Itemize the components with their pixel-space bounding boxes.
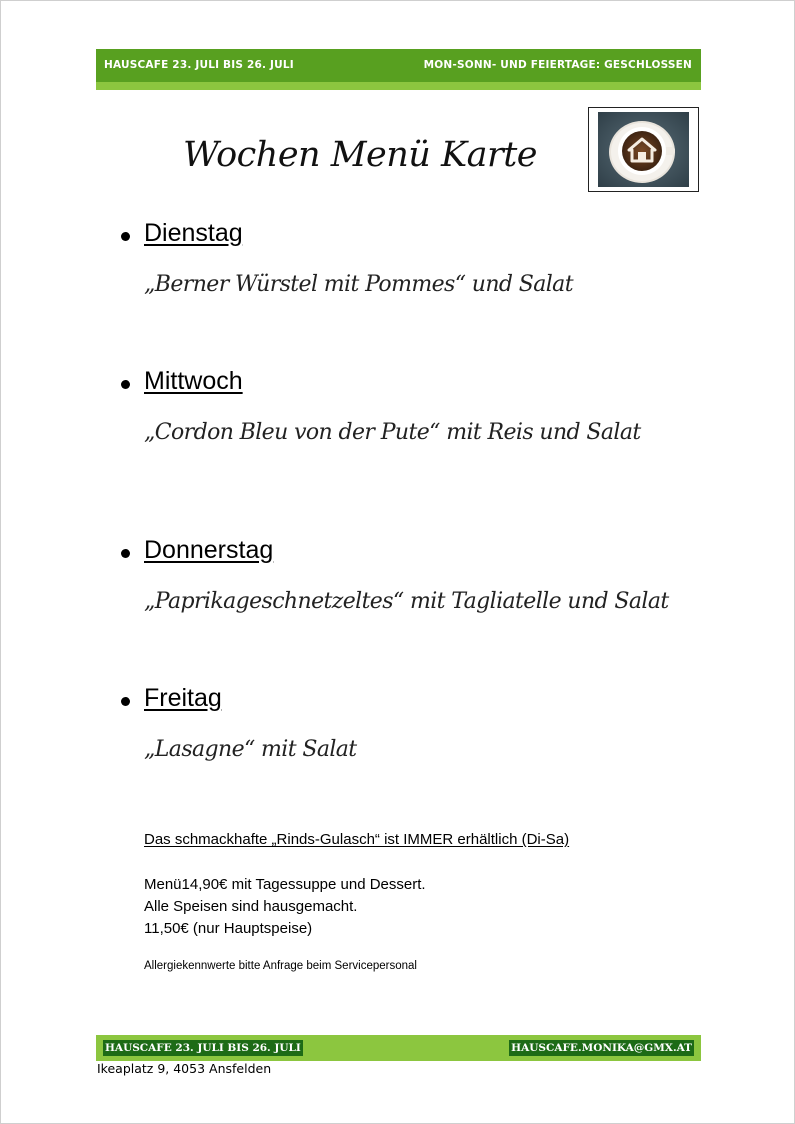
day-dish: „Lasagne“ mit Salat bbox=[144, 737, 357, 762]
footer-address: Ikeaplatz 9, 4053 Ansfelden bbox=[97, 1061, 272, 1076]
footer-email-link[interactable]: HAUSCAFE.MONIKA@GMX.AT bbox=[511, 1042, 692, 1054]
day-name: Donnerstag bbox=[144, 536, 274, 564]
logo-frame bbox=[588, 107, 699, 192]
header-right-text: MON-SONN- UND FEIERTAGE: GESCHLOSSEN bbox=[423, 59, 692, 71]
gulasch-note: Das schmackhafte „Rinds-Gulasch“ ist IMMER erhältlich (Di-Sa) bbox=[144, 831, 570, 848]
day-dish: „Cordon Bleu von der Pute“ mit Reis und Salat bbox=[144, 420, 641, 445]
bullet-icon bbox=[121, 697, 130, 706]
footer-left-tag: HAUSCAFE 23. JULI BIS 26. JULI bbox=[105, 1042, 301, 1054]
bullet-icon bbox=[121, 549, 130, 558]
header-left-text: HAUSCAFE 23. JULI BIS 26. JULI bbox=[104, 59, 294, 71]
day-dish: „Berner Würstel mit Pommes“ und Salat bbox=[144, 272, 573, 297]
header-accent-stripe bbox=[96, 82, 701, 90]
homemade-line: Alle Speisen sind hausgemacht. bbox=[144, 898, 358, 915]
coffee-cup-house-logo-icon bbox=[598, 112, 689, 187]
page-title: Wochen Menü Karte bbox=[183, 135, 537, 175]
day-dish: „Paprikageschnetzeltes“ mit Tagliatelle und Salat bbox=[144, 589, 669, 614]
main-price-line: 11,50€ (nur Hauptspeise) bbox=[144, 920, 313, 937]
bullet-icon bbox=[121, 380, 130, 389]
allergy-note: Allergiekennwerte bitte Anfrage beim Servicepersonal bbox=[144, 960, 417, 972]
day-name: Freitag bbox=[144, 684, 222, 712]
day-name: Mittwoch bbox=[144, 367, 243, 395]
menu-price-line: Menü14,90€ mit Tagessuppe und Dessert. bbox=[144, 876, 426, 893]
day-name: Dienstag bbox=[144, 219, 243, 247]
footer-bar bbox=[96, 1035, 701, 1061]
bullet-icon bbox=[121, 232, 130, 241]
header-bar bbox=[96, 49, 701, 90]
